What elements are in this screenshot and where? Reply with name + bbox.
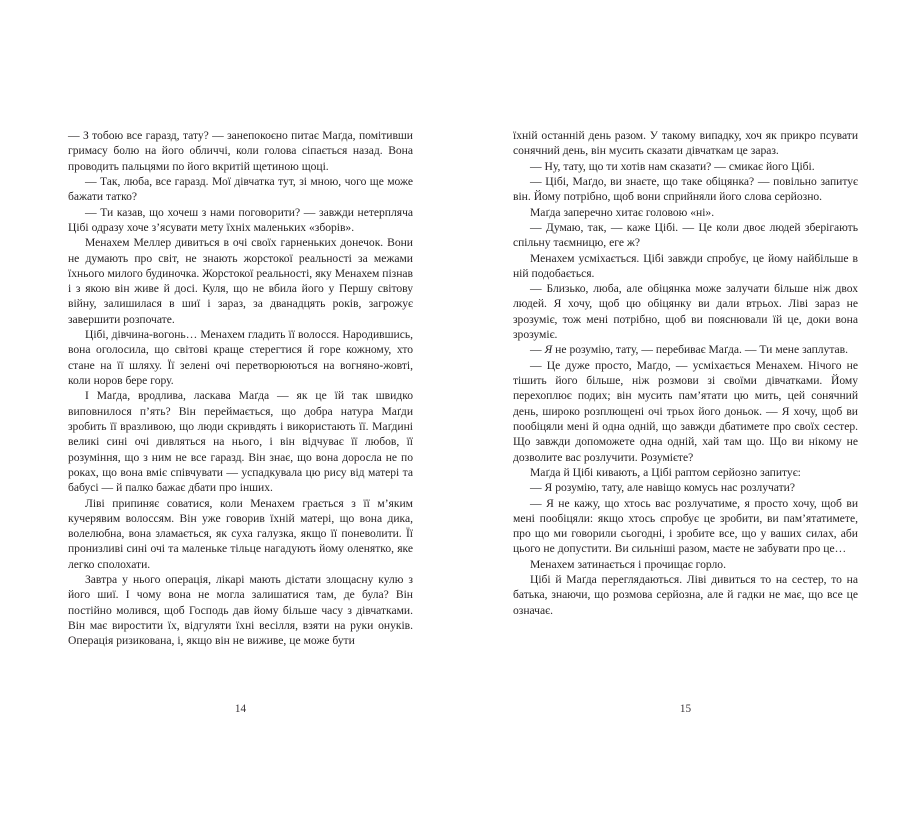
paragraph: Завтра у нього операція, лікарі мають дістати злощасну кулю з його шиї. І чому вона не могла залишатися там, де була? Він постійно молився, щоб Господь дав йому більше часу з дівчатками. Він має виростити їх, відгуляти їхні весілля, взяти на руки онуків. Операція ризикована, і, якщо він не виживе, це може бути	[68, 573, 413, 648]
paragraph: — Я не кажу, що хтось вас розлучатиме, я просто хочу, щоб ви мені пообіцяли: якщо хтось спробує це зробити, ви пам’ятатимете, про що ми говорили сьогодні, і зробите все, що у ваших силах, аби цього не допустити. Ви сильніші разом, маєте не забувати про це…	[513, 496, 858, 556]
paragraph: — Думаю, так, — каже Цібі. — Це коли двоє людей зберігають спільну таємницю, еге ж?	[513, 220, 858, 250]
paragraph: — Ти казав, що хочеш з нами поговорити? — завжди нетерпляча Цібі одразу хоче з’ясувати мету їхніх маленьких «зборів».	[68, 205, 413, 234]
paragraph: І Маґда, вродлива, ласкава Маґда — як це їй так швидко виповнилося п’ять? Він переймається, що добра натура Маґди зробить її вразливою, що люди скривдять і використають її. Маґдині великі сині очі дивляться на нього, і він відчуває її любов, її розуміння, що з ним не все гаразд. Він знає, що вона доросла не по роках, що вона вміє співчувати — успадкувала цю рису від матері та бабусі — й палко бажає дбати про інших.	[68, 389, 413, 495]
paragraph: Цібі, дівчина-вогонь… Менахем гладить її волосся. Народившись, вона оголосила, що світові краще стерегтися й горе кожному, хто стане на її шляху. Її зелені очі перетворюються на вогняно-жовті, коли норов бере гору.	[68, 328, 413, 387]
paragraph: Менахем Меллер дивиться в очі своїх гарненьких донечок. Вони не думають про світ, не знають жорстокої реальності за межами їхнього милого будиночка. Жорстокої реальності, яку Менахем пізнав і з якою він живе й досі. Куля, що не вбила його у Першу світову війну, залишилася в шиї і зараз, за дванадцять років, загрожує завершити розпочате.	[68, 236, 413, 326]
paragraph: — Я розумію, тату, але навіщо комусь нас розлучати?	[530, 481, 795, 495]
paragraph: — Ну, тату, що ти хотів нам сказати? — смикає його Цібі.	[530, 159, 815, 173]
paragraph: Ліві припиняє соватися, коли Менахем грається з її м’яким кучерявим волоссям. Він уже говорив їхній матері, що вона дика, волелюбна, вона зламається, як суха галузка, якщо її поневолити. Її пронизливі сині очі та маленьке тільце нагадують йому оленятко, яке легко сполохати.	[68, 496, 413, 571]
page-number: 15	[679, 703, 692, 715]
page-number: 14	[234, 703, 247, 715]
paragraph: Маґда заперечно хитає головою «ні».	[530, 205, 715, 219]
page-left-text-column	[68, 128, 413, 649]
paragraph: Менахем затинається і прочищає горло.	[530, 557, 726, 571]
page-right	[450, 0, 900, 817]
paragraph: Цібі й Маґда переглядаються. Ліві дивиться то на сестер, то на батька, знаючи, що розмова серйозна, але й гадки не має, що все це означає.	[513, 573, 858, 617]
paragraph: — Так, люба, все гаразд. Мої дівчатка тут, зі мною, чого ще може бажати татко?	[68, 174, 413, 204]
paragraph: — Цібі, Маґдо, ви знаєте, що таке обіцянка? — повільно запитує він. Йому потрібно, щоб вони сприйняли його слова серйозно.	[513, 174, 858, 204]
page-right-text-column	[513, 128, 858, 618]
paragraph: Маґда й Цібі кивають, а Цібі раптом серйозно запитує:	[530, 465, 801, 479]
paragraph: — З тобою все гаразд, тату? — занепокоєно питає Маґда, помітивши гримасу болю на його обличчі, коли голова сіпається назад. Вона проводить пальцями по його вкритій щетиною щоці.	[68, 129, 413, 173]
paragraph: — Я не розумію, тату, — перебиває Маґда. — Ти мене заплутав.	[530, 343, 848, 357]
emphasis: Я	[544, 343, 553, 357]
paragraph: їхній останній день разом. У такому випадку, хоч як прикро псувати сонячний день, він мусить сказати дівчаткам це зараз.	[513, 129, 858, 158]
paragraph: — Близько, люба, але обіцянка може залучати більше ніж двох людей. Я хочу, щоб цю обіцянку ви дали втрьох. Ліві зараз не зрозуміє, тож мені потрібно, щоб ви пояснювали їй це, доки вона зрозуміє.	[513, 282, 858, 342]
paragraph: Менахем усміхається. Цібі завжди спробує, це йому найбільше в ній подобається.	[513, 251, 858, 280]
paragraph: — Це дуже просто, Маґдо, — усміхається Менахем. Нічого не тішить його більше, ніж розмови зі своїми дівчатками. Йому перехоплює подих; він мусить пам’ятати цю мить, цей сонячний день, широко розплющені очі трьох його доньок. — Я хочу, щоб ви пообіцяли мені й одна одній, що завжди дбатимете про своїх сестер. Що завжди допоможете одна одній, хай там що. Що ви нікому не дозволите вас розлучити. Розумієте?	[513, 358, 858, 464]
